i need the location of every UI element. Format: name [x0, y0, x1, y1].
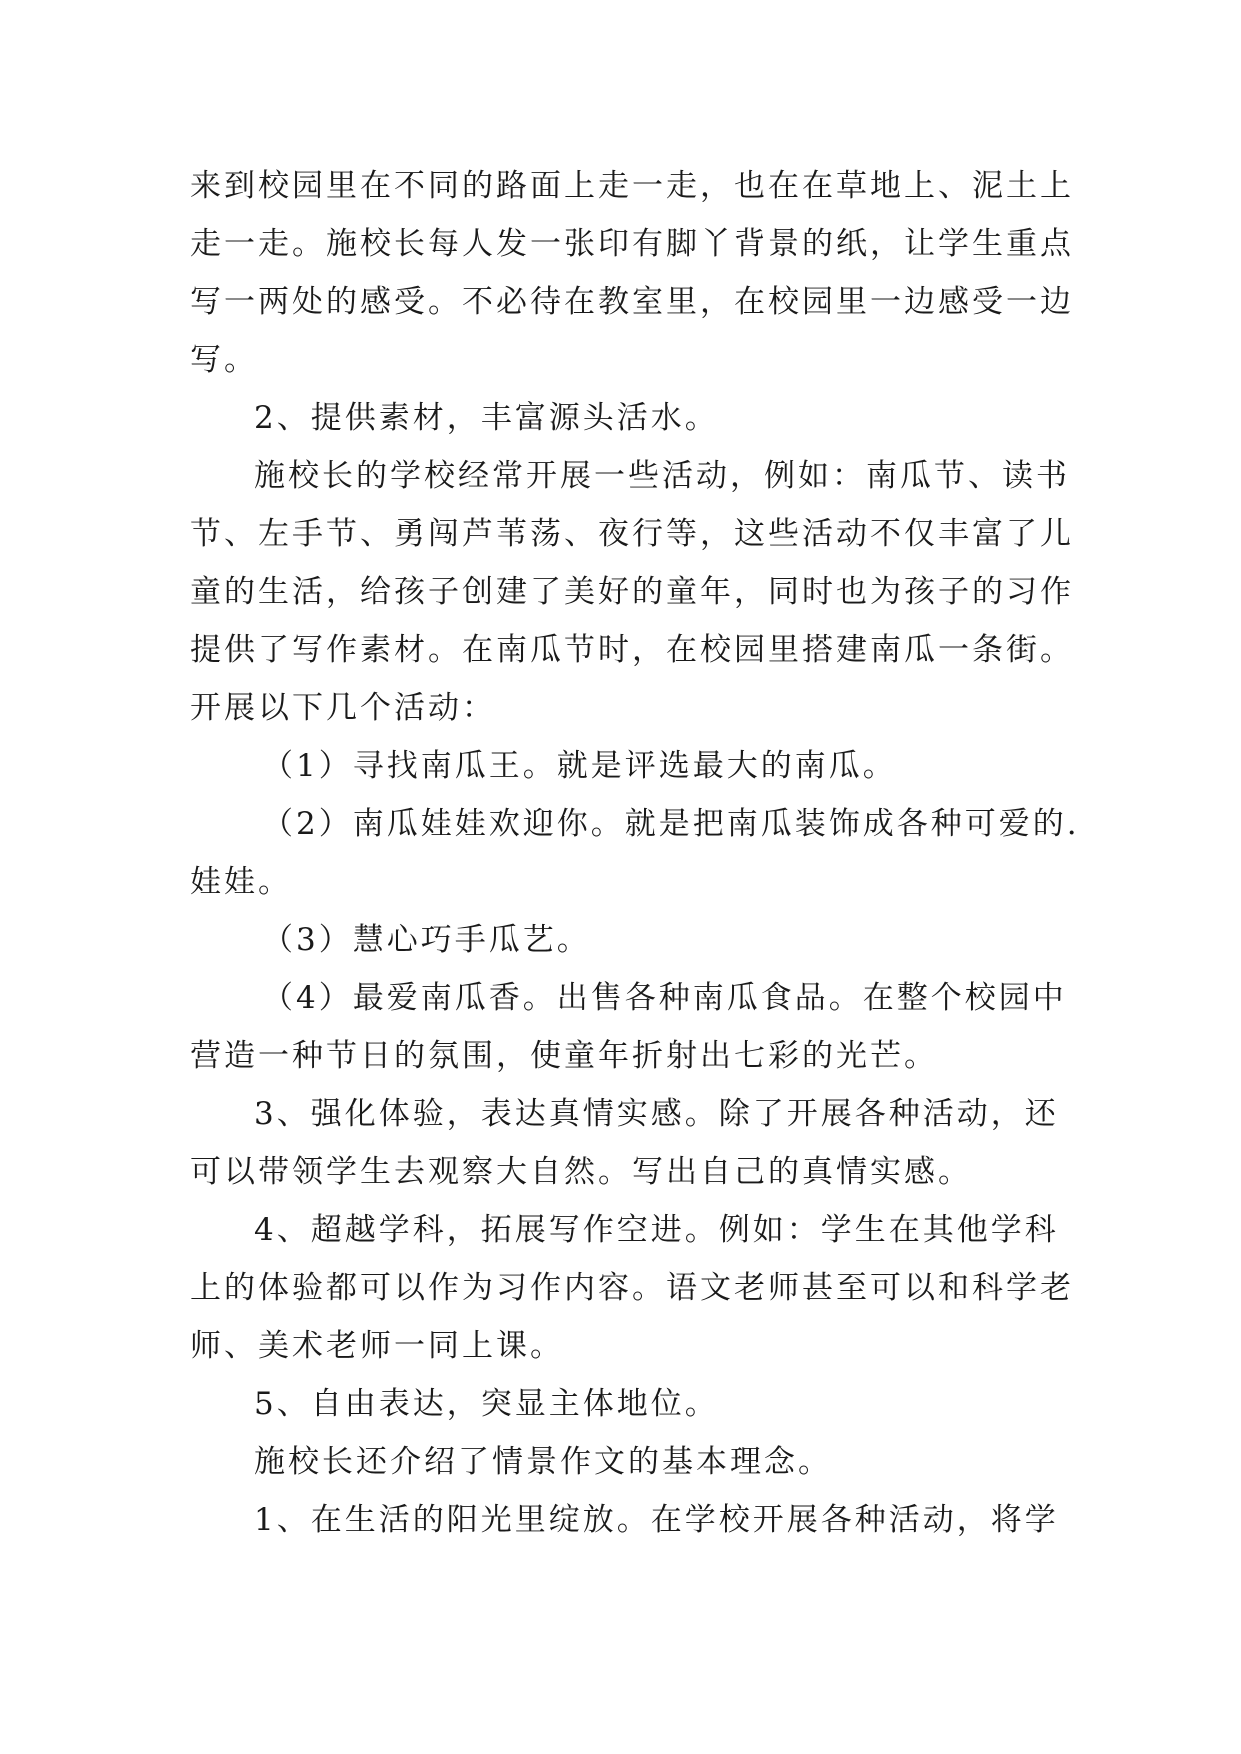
text-line: 提供了写作素材。在南瓜节时，在校园里搭建南瓜一条街。 — [190, 632, 1074, 668]
text-line: （4）最爱南瓜香。出售各种南瓜食品。在整个校园中 — [262, 980, 1067, 1016]
text-line: 开展以下几个活动： — [190, 690, 496, 726]
text-line: 施校长的学校经常开展一些活动，例如：南瓜节、读书 — [254, 458, 1070, 494]
body-text — [190, 157, 1080, 1549]
text-line: 写一两处的感受。不必待在教室里，在校园里一边感受一边 — [190, 284, 1074, 320]
text-line: 走一走。施校长每人发一张印有脚丫背景的纸，让学生重点 — [190, 226, 1074, 262]
text-line: 娃娃。 — [190, 864, 292, 900]
text-line: 写。 — [190, 342, 258, 378]
text-line: 来到校园里在不同的路面上走一走，也在在草地上、泥土上 — [190, 168, 1074, 204]
text-line: 3、强化体验，表达真情实感。除了开展各种活动，还 — [254, 1096, 1059, 1132]
text-line: （1）寻找南瓜王。就是评选最大的南瓜。 — [262, 748, 897, 784]
text-line: 节、左手节、勇闯芦苇荡、夜行等，这些活动不仅丰富了儿 — [190, 516, 1074, 552]
text-line: 2、提供素材，丰富源头活水。 — [254, 400, 719, 436]
text-line: 1、在生活的阳光里绽放。在学校开展各种活动，将学 — [254, 1502, 1059, 1538]
text-line: 5、自由表达，突显主体地位。 — [254, 1386, 719, 1422]
text-line: 营造一种节日的氛围，使童年折射出七彩的光芒。 — [190, 1038, 938, 1074]
text-line: 可以带领学生去观察大自然。写出自己的真情实感。 — [190, 1154, 972, 1190]
text-line: （3）慧心巧手瓜艺。 — [262, 922, 591, 958]
text-line: 上的体验都可以作为习作内容。语文老师甚至可以和科学老 — [190, 1270, 1074, 1306]
text-line: （2）南瓜娃娃欢迎你。就是把南瓜装饰成各种可爱的. — [262, 806, 1080, 842]
text-line: 童的生活，给孩子创建了美好的童年，同时也为孩子的习作 — [190, 574, 1074, 610]
text-line: 师、美术老师一同上课。 — [190, 1328, 564, 1364]
text-line: 4、超越学科，拓展写作空进。例如：学生在其他学科 — [254, 1212, 1059, 1248]
text-line: 施校长还介绍了情景作文的基本理念。 — [254, 1444, 832, 1480]
